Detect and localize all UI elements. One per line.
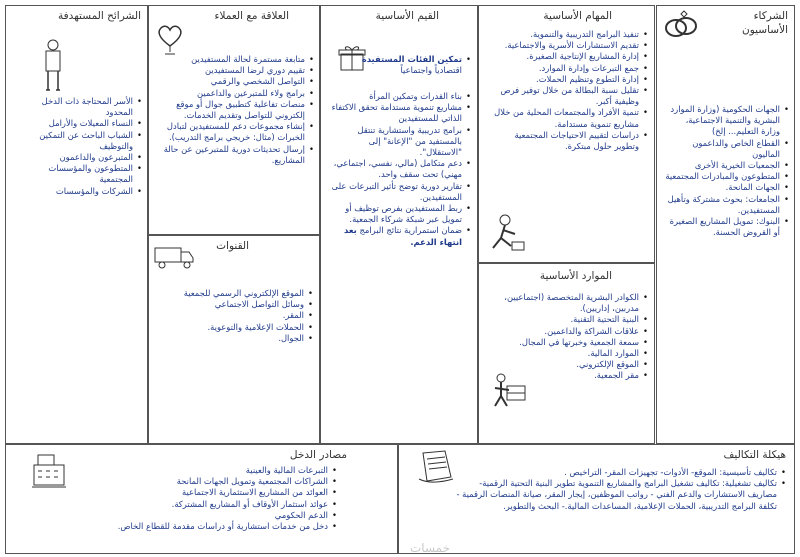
list-item: • مشاريع تنموية مستدامة تحقق الاكتفاء الذاتي للمستفيدين (326, 102, 471, 124)
key-partners-box (656, 5, 795, 444)
key-activities-title: المهام الأساسية (543, 10, 612, 22)
list-item: • الجوال. (163, 333, 313, 344)
list-item: • دخل من خدمات استشارية أو دراسات مقدمة للقطاع الخاص. (77, 521, 337, 532)
list-item: • البنوك: تمويل المشاريع الصغيرة أو القروض الحسنة. (665, 216, 789, 238)
key-resources-list (488, 292, 648, 382)
list-item: • بناء القدرات وتمكين المرأة (326, 91, 471, 102)
list-item (353, 54, 471, 76)
truck-icon (153, 242, 195, 272)
list-item: • إنشاء مجموعات دعم للمستفيدين لتبادل الخبرات (مثال: خريجي برامج التدريب). (154, 121, 314, 143)
list-item: • المتطوعون والمؤسسات المجتمعية (14, 163, 142, 185)
list-item: • القطاع الخاص والداعمون الماليون (665, 138, 789, 160)
value-item-text: ضمان استمرارية نتائج البرامج (359, 225, 462, 236)
rings-icon (661, 10, 701, 44)
list-item: • دعم متكامل (مالي، نفسي، اجتماعي، مهني) تحت سقف واحد. (326, 158, 471, 180)
value-propositions-box (320, 5, 478, 444)
list-item: • المقر. (163, 310, 313, 321)
list-item: • الكوادر البشرية المتخصصة (اجتماعيين، مدربين، إداريين). (488, 292, 648, 314)
list-item (326, 225, 471, 247)
cash-register-icon (30, 451, 70, 491)
key-partners-title: الشركاء الأساسيون (741, 10, 788, 36)
list-item: • الشراكات المجتمعية وتمويل الجهات المانحة (77, 476, 337, 487)
key-resources-title: الموارد الأساسية (539, 270, 612, 282)
list-item: • العوائد من المشاريع الاستثمارية الاجتماعية (77, 487, 337, 498)
channels-box (148, 235, 320, 444)
list-item: • برامج ولاء للمتبرعين والداعمين (154, 88, 314, 99)
list-item: • ربط المستفيدين بفرص توظيف أو تمويل عبر شبكة شركاء الجمعية. (326, 203, 471, 225)
list-item: • تنفيذ البرامج التدريبية والتنموية. (488, 29, 648, 40)
key-partners-list (665, 104, 789, 238)
value-propositions-title: القيم الأساسية (375, 10, 439, 22)
document-icon (417, 449, 457, 485)
cost-structure-box (398, 444, 795, 554)
list-item: • تقييم دوري لرضا المستفيدين (154, 65, 314, 76)
list-item: • النساء المعيلات والأرامل (14, 118, 142, 129)
list-item: • الدعم الحكومي (77, 510, 337, 521)
person-icon (40, 38, 66, 94)
list-item: • علاقات الشراكة والداعمين. (488, 326, 648, 337)
customer-segments-list (14, 96, 142, 197)
value-lead-bold: تمكين الفئات المستفيدة (361, 54, 462, 64)
list-item: • التواصل الشخصي والرقمي (154, 76, 314, 87)
heart-icon (155, 22, 185, 56)
value-propositions-list (353, 54, 471, 76)
list-item: • عوائد استثمار الأوقاف أو المشاريع المشتركة. (77, 499, 337, 510)
cost-structure-title: هيكلة التكاليف (723, 449, 786, 461)
list-item: • إدارة التطوع وتنظيم الحملات. (488, 74, 648, 85)
customer-segments-box (5, 5, 148, 444)
list-item: • إدارة المشاريع الإنتاجية الصغيرة. (488, 51, 648, 62)
list-item: • المتطوعون والمبادرات المجتمعية (665, 171, 789, 182)
list-item: • الأسر المحتاجة ذات الدخل المحدود (14, 96, 142, 118)
list-item: • تكاليف تأسيسية: الموقع- الأدوات- تجهيزات المقر- التراخيص . (456, 467, 786, 478)
customer-segments-title: الشرائح المستهدفة (58, 10, 141, 22)
revenue-streams-box (5, 444, 398, 554)
factory-worker-icon (489, 372, 529, 412)
list-item: • الجهات المانحة. (665, 182, 789, 193)
cost-structure-list (456, 467, 786, 512)
worker-icon (485, 212, 527, 254)
value-lead-rest: اقتصادياً واجتماعياً (400, 65, 462, 76)
customer-relationships-title: العلاقة مع العملاء (214, 10, 289, 22)
list-item: • متابعة مستمرة لحالة المستفيدين (154, 54, 314, 65)
list-item: • الجامعات: بحوث مشتركة وتأهيل المستفيدين. (665, 194, 789, 216)
watermark: خمسات (410, 541, 451, 555)
list-item: • إرسال تحديثات دورية للمتبرعين عن حالة المشاريع. (154, 144, 314, 166)
list-item: • الجهات الحكومية (وزارة الموارد البشرية والتنمية الاجتماعية، وزارة التعليم... إلخ) (665, 104, 789, 138)
revenue-streams-title: مصادر الدخل (289, 449, 347, 461)
list-item: • الموارد المالية. (488, 348, 648, 359)
list-item: • برامج تدريبية واستشارية تنتقل بالمستفيد من "الإعانة" إلى "الاستقلال". (326, 125, 471, 159)
revenue-streams-list (77, 465, 337, 532)
channels-list (163, 288, 313, 344)
list-item: • الموقع الإلكتروني الرسمي للجمعية (163, 288, 313, 299)
list-item: • المتبرعون والداعمون (14, 152, 142, 163)
list-item: • الحملات الإعلامية والتوعوية. (163, 322, 313, 333)
list-item: • تكاليف تشغيلية: تكاليف تشغيل البرامج والمشاريع التنموية تطوير البنية التحتية الرقمية- مصاريف الاستشارات والدعم الفني - رواتب الموظفين، إيجار المقر، صيانة المنصات الرقمية - تكلفة البرامج التدريبية، الحملات الإعلامية، المساعدات المالية.- البحث والتطوير. (456, 478, 786, 512)
list-item: • وسائل التواصل الاجتماعي (163, 299, 313, 310)
value-tail-bold: بعد انتهاء الدعم. (344, 225, 462, 247)
list-item: • البنية التحتية التقنية. (488, 314, 648, 325)
list-item: • تقليل نسبة البطالة من خلال توفير فرص وظيفية أكبر. (488, 85, 648, 107)
list-item: • الشركات والمؤسسات (14, 186, 142, 197)
list-item: • مقر الجمعية. (488, 370, 648, 381)
value-propositions-list-2 (326, 91, 471, 248)
list-item: • تنمية الأفراد والمجتمعات المحلية من خلال مشاريع تنموية مستدامة. (488, 107, 648, 129)
key-activities-list (488, 29, 648, 152)
list-item: • التبرعات المالية والعينية (77, 465, 337, 476)
list-item: • الشباب الباحث عن التمكين والتوظيف (14, 130, 142, 152)
list-item: • تقارير دورية توضح تأثير التبرعات على المستفيدين. (326, 181, 471, 203)
customer-relationships-list (154, 54, 314, 166)
key-resources-box (478, 263, 655, 444)
list-item: • جمع التبرعات وإدارة الموارد. (488, 63, 648, 74)
list-item: • الموقع الإلكتروني. (488, 359, 648, 370)
list-item: • منصات تفاعلية كتطبيق جوال أو موقع إلكتروني للتواصل وتقديم الخدمات. (154, 99, 314, 121)
customer-relationships-box (148, 5, 320, 235)
list-item: • الجمعيات الخيرية الأخرى (665, 160, 789, 171)
channels-title: القنوات (216, 240, 249, 252)
list-item: • دراسات لتقييم الاحتياجات المجتمعية وتطوير حلول مبتكرة. (488, 130, 648, 152)
key-activities-box (478, 5, 655, 263)
list-item: • سمعة الجمعية وخبرتها في المجال. (488, 337, 648, 348)
list-item: • تقديم الاستشارات الأسرية والاجتماعية. (488, 40, 648, 51)
